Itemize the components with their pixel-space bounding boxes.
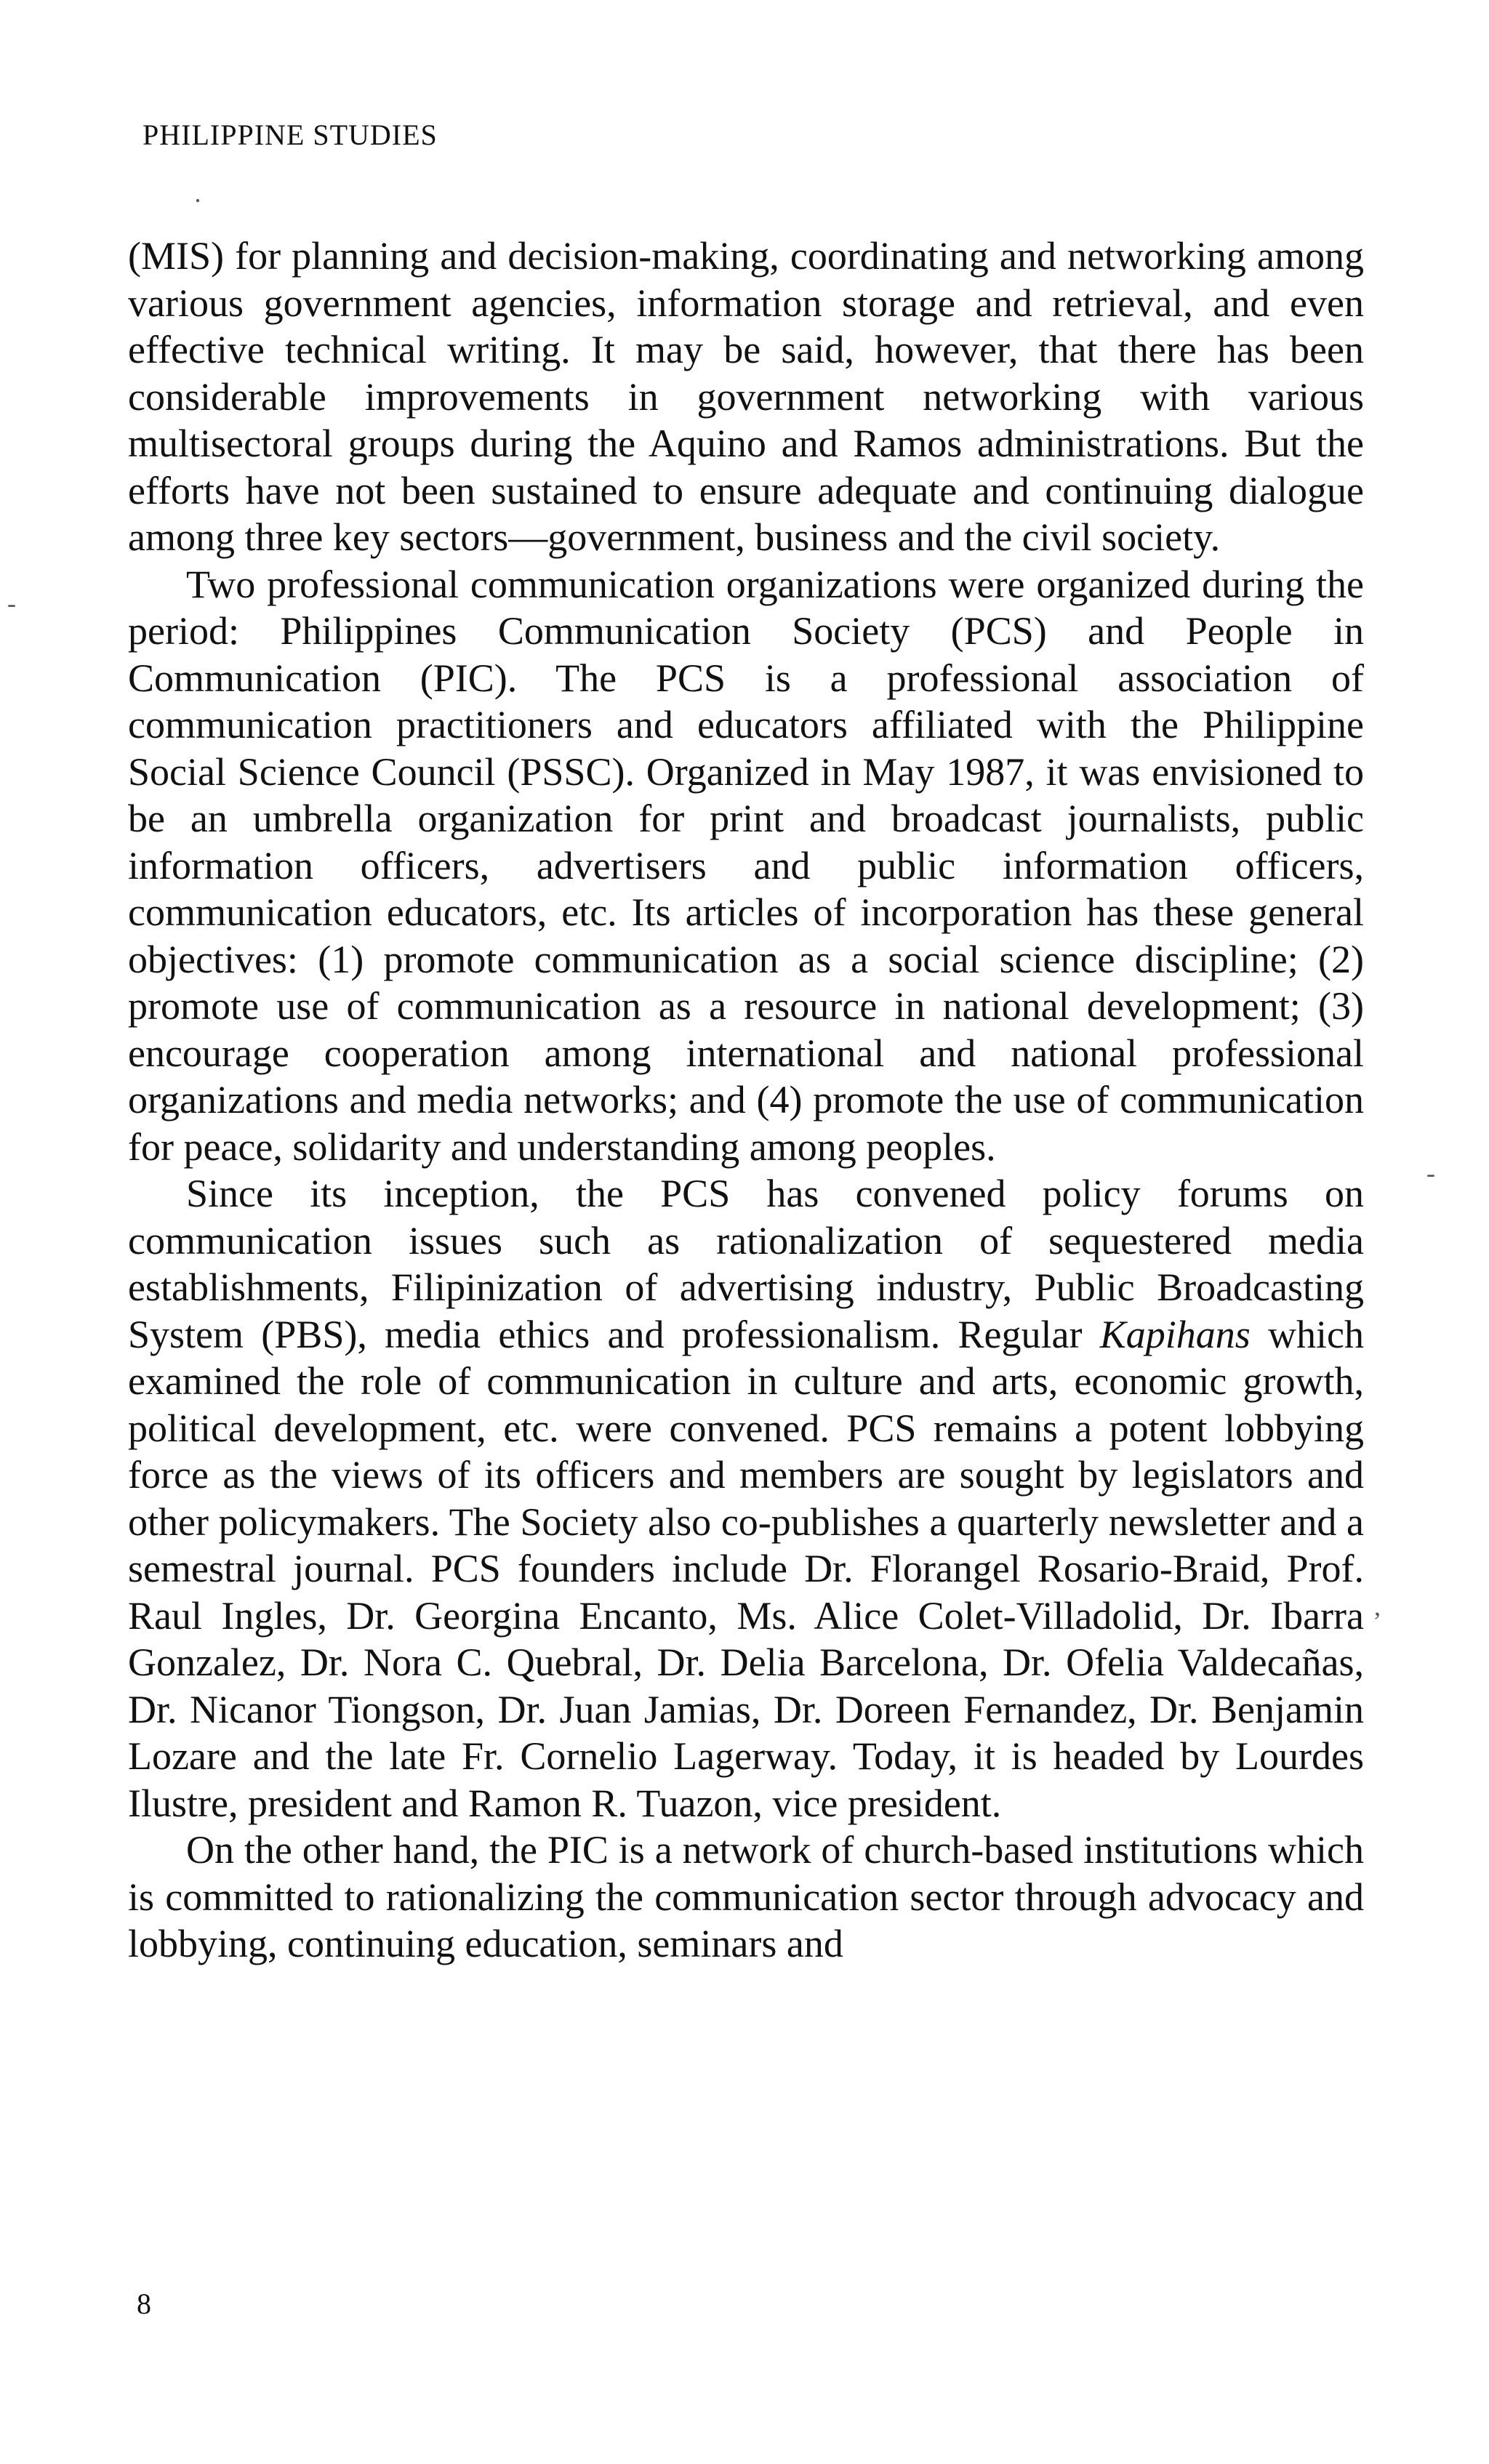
scan-speck: - xyxy=(7,589,16,618)
kapihans-term: Kapihans xyxy=(1099,1312,1251,1356)
body-text xyxy=(128,233,1364,1968)
running-head: PHILIPPINE STUDIES xyxy=(143,118,438,151)
paragraph-pic: On the other hand, the PIC is a network of church-based institutions which is committed to rationalizing the communication sector through advocacy and lobbying, continuing education, seminars and xyxy=(128,1828,1364,1965)
paragraph-pcs-activities-part-2: which examined the role of communication in culture and arts, economic growth, political development, etc. were convened. PCS remains a potent lobbying force as the views of its officers and members are sought by legislators and other policymakers. The Society also co-publishes a quarterly newsletter and a semestral journal. PCS founders include Dr. Florangel Rosario-Braid, Prof. Raul Ingles, Dr. Georgina Encanto, Ms. Alice Colet-Villadolid, Dr. Ibarra Gonzalez, Dr. Nora C. Quebral, Dr. Delia Barcelona, Dr. Ofelia Valdecañas, Dr. Nicanor Tiongson, Dr. Juan Jamias, Dr. Doreen Fernandez, Dr. Benjamin Lozare and the late Fr. Cornelio Lagerway. Today, it is headed by Lourdes Ilustre, president and Ramon R. Tuazon, vice president. xyxy=(128,1312,1365,1825)
paragraph-pcs-pic-intro: Two professional communication organizations were organized during the period: Philippines Communication Society (PCS) and People in Communication (PIC). The PCS is a professional association of communication practitioners and educators affiliated with the Philippine Social Science Council (PSSC). Organized in May 1987, it was envisioned to be an umbrella organization for print and broadcast journalists, public information officers, advertisers and public information officers, communication educators, etc. Its articles of incorporation has these general objectives: (1) promote communication as a social science discipline; (2) promote use of communication as a resource in national development; (3) encourage cooperation among international and national professional organizations and media networks; and (4) promote the use of communication for peace, solidarity and understanding among peoples. xyxy=(128,562,1364,1169)
paragraph-pcs-activities-part-1: Since its inception, the PCS has convened policy forums on communication issues such as rationalization of sequestered media establishments, Filipinization of advertising industry, Public Broadcasting System (PBS), media ethics and professionalism. Regular xyxy=(128,1172,1364,1356)
scan-speck: , xyxy=(1374,1592,1381,1621)
scan-speck: · xyxy=(193,186,202,215)
paragraph-continued: (MIS) for planning and decision-making, coordinating and networking among various government agencies, information storage and retrieval, and even effective technical writing. It may be said, however, that there has been considerable improvements in government networking with various multisectoral groups during the Aquino and Ramos administrations. But the efforts have not been sustained to ensure adequate and continuing dialogue among three key sectors—government, business and the civil society. xyxy=(128,234,1364,559)
paragraph-pcs-activities xyxy=(128,1170,1364,1827)
page-number: 8 xyxy=(137,2287,151,2320)
scan-speck: - xyxy=(1426,1159,1435,1188)
